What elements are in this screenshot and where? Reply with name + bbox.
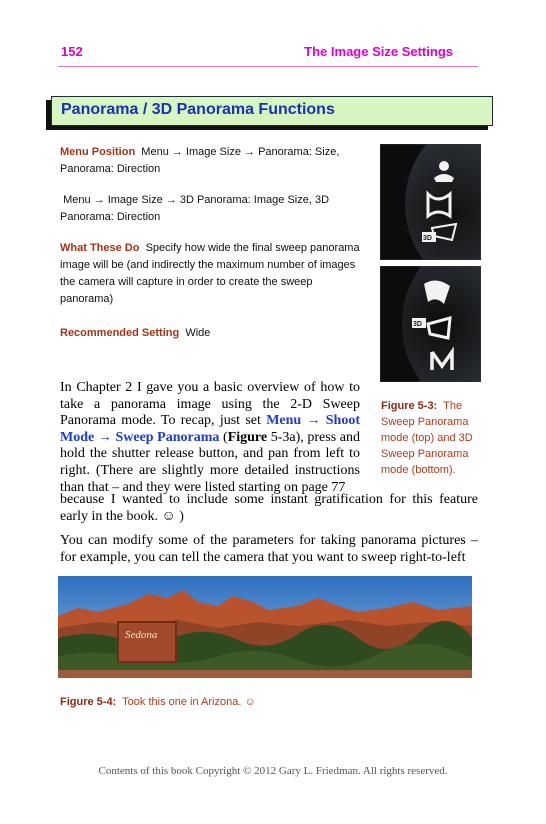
section-title-box [51, 96, 493, 126]
body-p1-start: In Chapter 2 I gave you a basic overview of how to take a panorama image using the 2-D Sweep Panorama mode. To recap, just set [60, 380, 360, 429]
body-p1-fig-ref: Figure [227, 429, 268, 445]
body-paragraph-1-end [60, 492, 478, 525]
body-p2: You can modify some of the parameters for taking panorama pictures – for example, you can tell the camera that you want to sweep right-to-left [60, 533, 478, 565]
figure-5-4-label: Figure 5-4: [60, 696, 117, 708]
menu-position-line2: Menu → Image Size → 3D Panorama: Image Size, 3D Panorama: Direction [60, 194, 330, 223]
body-p1-middle: 5-3a), press and hold the shutter release button, and pan from left to right. (There are slightly more detailed instructions than that – and they were listed starting on page 77 [60, 429, 360, 495]
dial-3d-label-bottom: 3D [413, 321, 422, 328]
figure-5-3-caption-text: The Sweep Panorama mode (top) and 3D Sweep Panorama mode (bottom). [381, 400, 473, 476]
body-p1-end: because I wanted to include some instant gratification for this feature early in the book. ☺ ) [60, 492, 478, 524]
menu-position-line2-block [60, 192, 360, 226]
body-paragraph-1-wrapped [60, 380, 360, 496]
menu-position-label: Menu Position [60, 146, 136, 158]
copyright-footer: Contents of this book Copyright © 2012 Gary L. Friedman. All rights reserved. [98, 765, 448, 777]
sedona-sign-text: Sedona [125, 629, 158, 641]
what-these-do-text: Specify how wide the final sweep panorama image will be (and indirectly the maximum number of images the camera will capture in order to create the sweep panorama) [60, 242, 360, 305]
what-these-do-block [60, 240, 360, 308]
body-p1-fig-open: ( [219, 429, 228, 445]
recommended-value: Wide [185, 327, 211, 339]
figure-5-3-caption [381, 398, 485, 478]
menu-position-block [60, 144, 360, 178]
figure-5-4-panorama-image [58, 576, 472, 678]
recommended-label: Recommended Setting [60, 327, 180, 339]
figure-5-4-caption [60, 696, 256, 708]
dial-3d-label-top: 3D [423, 235, 432, 242]
body-paragraph-2 [60, 533, 478, 566]
page-number: 152 [61, 44, 83, 59]
what-these-do-label: What These Do [60, 242, 140, 254]
header-rule [58, 66, 478, 67]
section-title: Panorama / 3D Panorama Functions [61, 101, 335, 118]
figure-5-3-bottom-image [380, 266, 481, 382]
running-head: The Image Size Settings [304, 44, 453, 59]
body-p1-menu-path: Menu → Shoot Mode → Sweep Panorama [60, 413, 360, 445]
figure-5-3-label: Figure 5-3: [381, 400, 438, 412]
recommended-block [60, 325, 360, 342]
figure-5-3-top-image [380, 144, 481, 260]
figure-5-4-caption-text: Took this one in Arizona. ☺ [122, 696, 256, 708]
menu-position-line1: Menu → Image Size → Panorama: Size, Panorama: Direction [60, 146, 340, 175]
